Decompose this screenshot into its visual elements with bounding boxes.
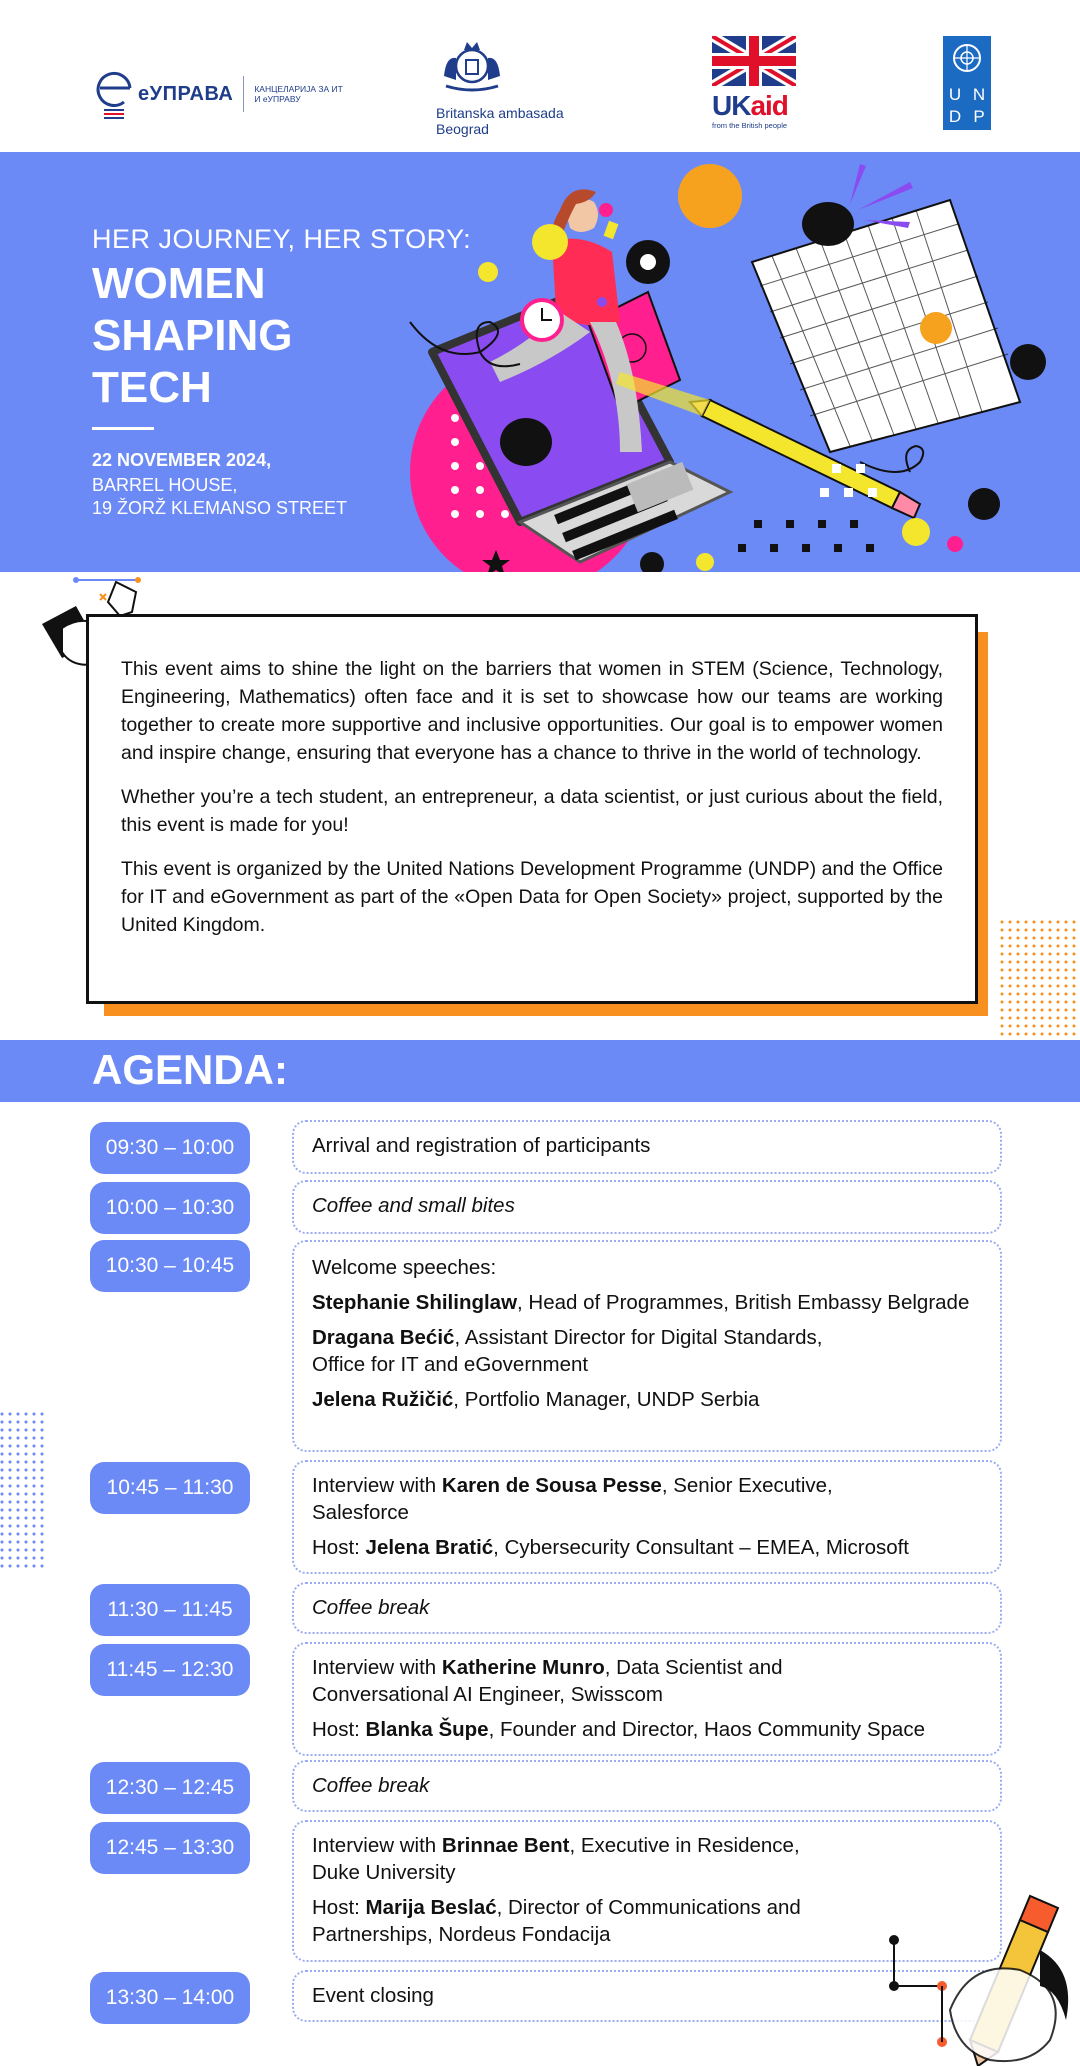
agenda-time: 12:45 – 13:30 — [90, 1822, 250, 1874]
pink-dot-shape — [947, 536, 963, 552]
host-name: Jelena Bratić — [365, 1536, 494, 1559]
guest-name: Brinnae Bent — [441, 1834, 570, 1857]
agenda-item — [292, 1760, 1002, 1812]
agenda-item — [292, 1180, 1002, 1234]
interview-line: Interview with Karen de Sousa Pesse, Senior Executive, — [312, 1474, 833, 1497]
speaker-line: Jelena Ružičić, Portfolio Manager, UNDP Serbia — [312, 1388, 760, 1411]
interview-line-continued: Duke University — [312, 1861, 456, 1884]
interview-line: Interview with Brinnae Bent, Executive in Residence, — [312, 1834, 800, 1857]
squiggle-line-shape — [860, 446, 923, 472]
speaker-line: Stephanie Shilinglaw, Head of Programmes, British Embassy Belgrade — [312, 1291, 970, 1314]
pink-dot-shape — [599, 203, 613, 217]
speech-bubble-icon — [802, 202, 854, 246]
host-name: Blanka Šupe — [365, 1718, 489, 1741]
euprava-subtitle: КАНЦЕЛАРИЈА ЗА ИТ И eУПРАВУ — [254, 84, 343, 104]
lightbulb-icon — [532, 224, 568, 260]
pencil-hand-illustration — [880, 1890, 1080, 2066]
blue-dot-pattern — [0, 1412, 46, 1572]
host-line-continued: Partnerships, Nordeus Fondacija — [312, 1923, 611, 1946]
agenda-time: 13:30 – 14:00 — [90, 1972, 250, 2024]
square-grid-shape — [738, 520, 874, 552]
agenda-time: 10:00 – 10:30 — [90, 1182, 250, 1234]
royal-coat-of-arms-icon — [436, 36, 508, 94]
agenda-header — [0, 1040, 1080, 1102]
agenda-item — [292, 1240, 1002, 1452]
hero-banner — [0, 152, 1080, 572]
event-venue — [92, 474, 392, 520]
agenda-time: 11:30 – 11:45 — [90, 1584, 250, 1636]
agenda-item — [292, 1642, 1002, 1756]
ukaid-wordmark: UKaid — [712, 90, 788, 121]
record-icon — [640, 552, 664, 572]
star-badge-icon — [902, 518, 930, 546]
embassy-name-line1: Britanska ambasada — [436, 105, 564, 121]
venue-line: BARREL HOUSE, — [92, 475, 238, 495]
purple-dot-shape — [597, 297, 607, 307]
agenda-time: 11:45 – 12:30 — [90, 1644, 250, 1696]
embassy-name-line2: Beograd — [436, 121, 489, 137]
yellow-dot-shape — [478, 262, 498, 282]
event-description-box — [86, 614, 978, 1004]
check-badge-icon — [968, 488, 1000, 520]
orange-circle-shape — [678, 164, 742, 228]
agenda-text: Coffee break — [312, 1596, 430, 1619]
grid-paper-shape — [752, 200, 1020, 452]
agenda-item — [292, 1460, 1002, 1574]
agenda-text: Welcome speeches: — [312, 1256, 497, 1279]
agenda-time: 09:30 – 10:00 — [90, 1122, 250, 1174]
agenda-text: Coffee and small bites — [312, 1194, 515, 1217]
brain-icon — [1010, 344, 1046, 380]
guest-name: Karen de Sousa Pesse — [441, 1474, 662, 1497]
agenda-item — [292, 1582, 1002, 1634]
interview-line-continued: Conversational AI Engineer, Swisscom — [312, 1683, 663, 1706]
potion-flask-icon — [920, 312, 952, 344]
interview-line: Interview with Katherine Munro, Data Scientist and — [312, 1656, 783, 1679]
agenda-text: Coffee break — [312, 1774, 430, 1797]
euprava-name: eУПРАВА — [138, 82, 234, 105]
description-paragraph: Whether you’re a tech student, an entrepreneur, a data scientist, or just curious about the field, this event is made for you! — [121, 786, 943, 836]
un-emblem-icon — [943, 36, 991, 82]
description-paragraph: This event aims to shine the light on the barriers that women in STEM (Science, Technology, Engineering, Mathematics) often face and it is set to showcase how our teams are working together to create more supportive and inclusive opportunities. Our goal is to empower women and inspire change, ensuring that everyone has a chance to thrive in the world of technology. — [121, 658, 943, 764]
euprava-e-icon — [94, 66, 134, 122]
host-line: Host: Jelena Bratić, Cybersecurity Consultant – EMEA, Microsoft — [312, 1536, 910, 1559]
agenda-text: Arrival and registration of participants — [312, 1134, 651, 1157]
venue-line: 19 ŽORŽ KLEMANSO STREET — [92, 498, 348, 518]
hero-title — [92, 258, 392, 414]
agenda-text: Event closing — [312, 1984, 434, 2007]
agenda-item — [292, 1120, 1002, 1174]
logo-strip — [0, 0, 1080, 152]
union-jack-icon — [712, 36, 796, 86]
undp-letter-d: D — [948, 107, 962, 126]
host-name: Marija Beslać — [365, 1896, 497, 1919]
title-underline — [92, 427, 154, 430]
guest-name: Katherine Munro — [441, 1656, 605, 1679]
undp-letter-n: N — [972, 85, 986, 104]
description-paragraph: This event is organized by the United Nations Development Programme (UNDP) and the Office for IT and eGovernment as part of the «Open Data for Open Society» project, supported by the United Kingdom. — [121, 858, 943, 936]
speaker-line: Dragana Bećić, Assistant Director for Digital Standards, — [312, 1326, 823, 1349]
speaker-name: Stephanie Shilinglaw — [312, 1291, 518, 1314]
hero-title-line: TECH — [92, 363, 212, 412]
agenda-time: 10:45 – 11:30 — [90, 1462, 250, 1514]
ukaid-tagline: from the British people — [712, 121, 788, 130]
agenda-title: AGENDA: — [92, 1046, 288, 1093]
british-embassy-logo — [436, 36, 586, 137]
undp-letter-u: U — [948, 85, 962, 104]
interview-line-continued: Salesforce — [312, 1501, 409, 1524]
logo-separator — [243, 76, 244, 112]
euprava-logo — [94, 64, 344, 124]
host-line: Host: Marija Beslać, Director of Communications and — [312, 1896, 801, 1919]
agenda-time: 12:30 – 12:45 — [90, 1762, 250, 1814]
yellow-dot-shape — [696, 553, 714, 571]
ukaid-logo — [712, 36, 802, 130]
hero-illustration — [380, 152, 1080, 572]
host-line: Host: Blanka Šupe, Founder and Director, Haos Community Space — [312, 1718, 925, 1741]
loading-bubble-icon — [500, 418, 552, 466]
undp-letter-p: P — [973, 107, 985, 126]
hero-title-line: SHAPING — [92, 311, 293, 360]
speaker-line-continued: Office for IT and eGovernment — [312, 1353, 589, 1376]
speaker-name: Jelena Ružičić — [312, 1388, 454, 1411]
event-date: 22 NOVEMBER 2024, — [92, 450, 272, 470]
hero-kicker: HER JOURNEY, HER STORY: — [92, 224, 472, 254]
undp-logo — [943, 36, 991, 130]
speaker-name: Dragana Bećić — [312, 1326, 455, 1349]
agenda-time: 10:30 – 10:45 — [90, 1240, 250, 1292]
hero-title-line: WOMEN — [92, 259, 266, 308]
